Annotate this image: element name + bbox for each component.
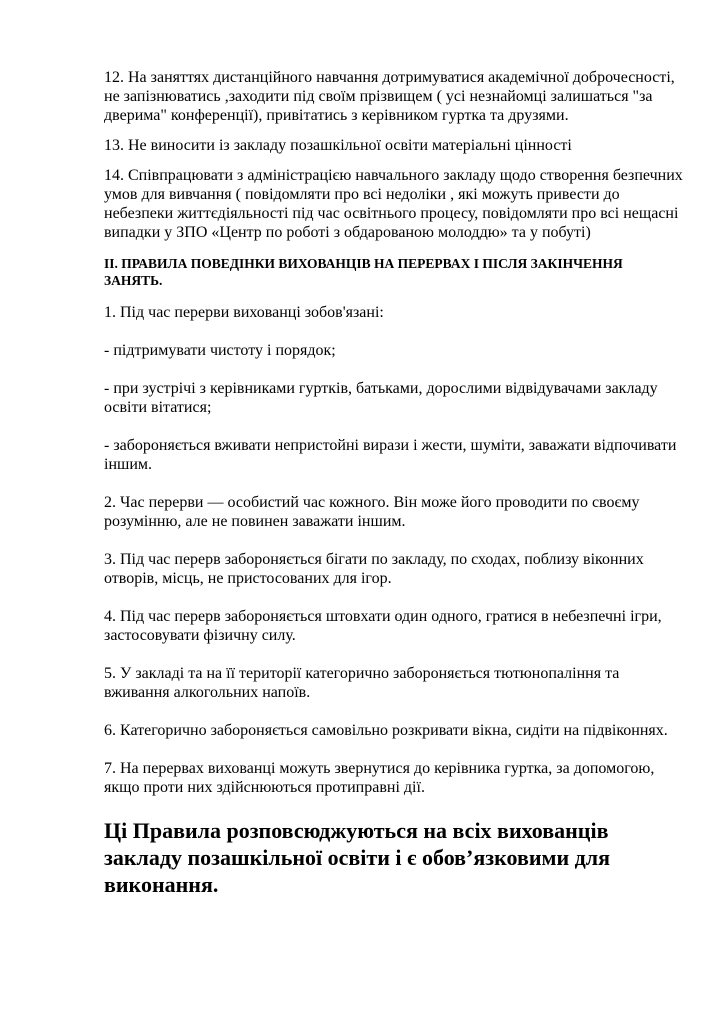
rule-1-item-prohibited: - забороняється вживати непристойні вирази і жести, шуміти, заважати відпочивати іншим. (104, 437, 677, 473)
rule-1-item-cleanliness: - підтримувати чистоту і порядок; (104, 342, 336, 359)
rule-2: 2. Час перерви — особистий час кожного. Він може його проводити по своєму розумінню, але не повинен заважати іншим. (104, 494, 640, 530)
rule-1-intro: 1. Під час перерви вихованці зобов'язані: (104, 304, 384, 321)
rule-6: 6. Категорично забороняється самовільно розкривати вікна, сидіти на підвіконнях. (104, 722, 668, 739)
rule-5: 5. У закладі та на її території категорично забороняється тютюнопаління та вживання алкогольних напоїв. (104, 665, 620, 701)
rule-14: 14. Співпрацювати з адміністрацією навчального закладу щодо створення безпечних умов для вивчання ( повідомляти про всі недоліки , які можуть привести до небезпеки життєдіяльності під час освітнього процесу, повідомляти про всі нещасні випадки у ЗПО «Центр по роботі з обдарованою молоддю» та у побуті) (104, 167, 683, 241)
rule-7: 7. На перервах вихованці можуть звернутися до керівника гуртка, за допомогою, якщо проти них здійснюються протиправні дії. (104, 760, 655, 796)
rule-12: 12. На заняттях дистанційного навчання дотримуватися академічної доброчесності, не запізнюватись ,заходити під своїм прізвищем ( усі незнайомці залишаться "за дверима" конференції), привітатись з керівником гуртка та друзями. (104, 69, 675, 124)
document-page (104, 68, 684, 898)
rule-1-item-greeting: - при зустрічі з керівниками гуртків, батьками, дорослими відвідувачами закладу освіти вітатися; (104, 380, 658, 416)
section-heading: ІІ. ПРАВИЛА ПОВЕДІНКИ ВИХОВАНЦІВ НА ПЕРЕРВАХ І ПІСЛЯ ЗАКІНЧЕННЯ ЗАНЯТЬ. (104, 256, 623, 288)
final-statement: Ці Правила розповсюджуються на всіх вихованців закладу позашкільної освіти і є обов’язковими для виконання. (104, 818, 611, 897)
rule-13: 13. Не виносити із закладу позашкільної освіти матеріальні цінності (104, 137, 572, 154)
rule-3: 3. Під час перерв забороняється бігати по закладу, по сходах, поблизу віконних отворів, місць, не пристосованих для ігор. (104, 551, 644, 587)
rule-4: 4. Під час перерв забороняється штовхати один одного, гратися в небезпечні ігри, застосовувати фізичну силу. (104, 608, 662, 644)
